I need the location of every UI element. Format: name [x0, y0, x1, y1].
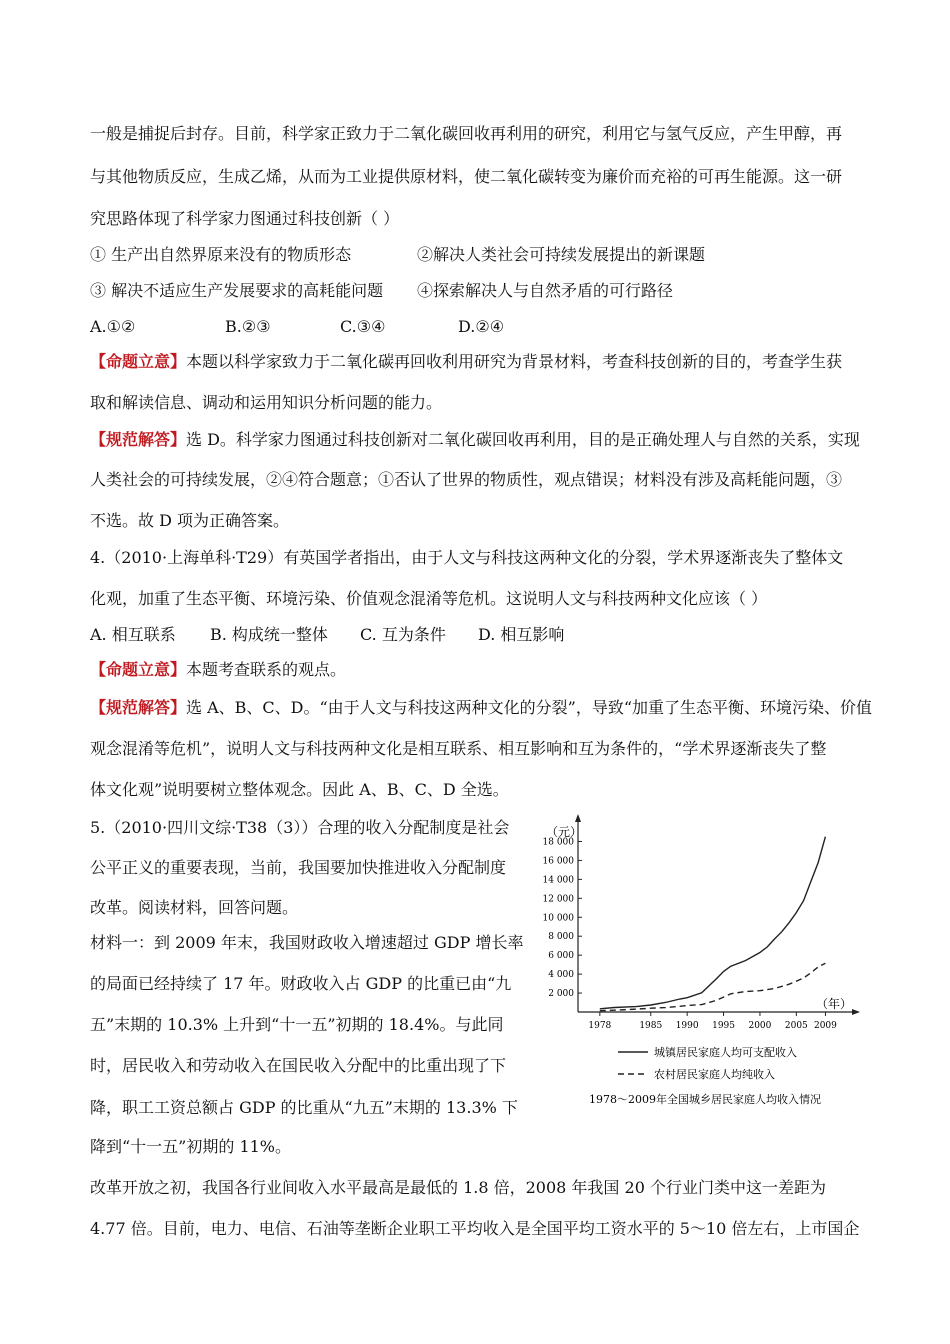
q3-choice-d: D.②④: [458, 317, 505, 336]
q3-stem-line-3: 究思路体现了科学家力图通过科技创新（ ）: [90, 209, 400, 228]
q5-para2-line-1: 改革开放之初，我国各行业间收入水平最高是最低的 1.8 倍，2008 年我国 20 个行业门类中这一差距为: [90, 1178, 826, 1197]
intent-tag: 【命题立意】: [90, 660, 187, 679]
q4-answer-line-3: 体文化观”说明要树立整体观念。因此 A、B、C、D 全选。: [90, 780, 509, 799]
q3-choice-a: A.①②: [90, 317, 136, 336]
y-axis-arrow: [575, 814, 581, 822]
x-tick-label: 1995: [712, 1021, 736, 1031]
intent-text: 本题以科学家致力于二氧化碳再回收利用研究为背景材料，考查科技创新的目的，考查学生获: [186, 352, 843, 371]
x-tick-label: 1978: [588, 1021, 612, 1031]
q4-choice-a: A. 相互联系: [90, 625, 176, 644]
rural-income-line: [600, 963, 826, 1011]
intent-tag: 【命题立意】: [90, 352, 187, 371]
q5-material-line-6: 降到“十一五”初期的 11%。: [90, 1137, 292, 1156]
q5-material-line-5: 降，职工工资总额占 GDP 的比重从“九五”末期的 13.3% 下: [90, 1098, 518, 1117]
x-tick-label: 1990: [675, 1021, 699, 1031]
answer-text: 选 A、B、C、D。“由于人文与科技这两种文化的分裂”，导致“加重了生态平衡、环境污染、价值: [186, 698, 873, 717]
x-axis-arrow: [852, 1009, 860, 1015]
chart-caption: 1978～2009年全国城乡居民家庭人均收入情况: [589, 1093, 821, 1106]
y-tick-label: 18 000: [542, 837, 574, 848]
q3-option-4: ④探索解决人与自然矛盾的可行路径: [417, 281, 674, 300]
y-tick-label: 10 000: [542, 913, 574, 924]
income-line-chart: [540, 812, 870, 1112]
q5-para2-line-2: 4.77 倍。目前，电力、电信、石油等垄断企业职工平均收入是全国平均工资水平的 5～10 倍左右，上市国企: [90, 1219, 860, 1238]
q3-choice-c: C.③④: [340, 317, 386, 336]
legend-label: 农村居民家庭人均纯收入: [654, 1068, 775, 1081]
y-tick-label: 2 000: [548, 989, 574, 1000]
y-tick-label: 4 000: [548, 970, 574, 981]
y-axis-label: （元）: [546, 825, 583, 839]
q3-stem-line-2: 与其他物质反应，生成乙烯，从而为工业提供原材料，使二氧化碳转变为廉价而充裕的可再生能源。这一研: [90, 167, 843, 186]
q3-option-3: ③ 解决不适应生产发展要求的高耗能问题: [90, 281, 384, 300]
intent-text: 本题考查联系的观点。: [186, 660, 347, 679]
x-tick-label: 2000: [748, 1021, 772, 1031]
q3-stem-line-1: 一般是捕捉后封存。目前，科学家正致力于二氧化碳回收再利用的研究，利用它与氢气反应，产生甲醇，再: [90, 124, 843, 143]
x-axis-label: （年）: [816, 997, 853, 1011]
q3-choice-b: B.②③: [225, 317, 271, 336]
y-tick-label: 16 000: [542, 856, 574, 867]
q5-stem-line-1: 5.（2010·四川文综·T38（3））合理的收入分配制度是社会: [90, 818, 510, 837]
q4-choice-d: D. 相互影响: [478, 625, 565, 644]
q3-option-2: ②解决人类社会可持续发展提出的新课题: [417, 245, 706, 264]
x-tick-label: 2009: [813, 1021, 837, 1031]
q3-answer-line-3: 不选。故 D 项为正确答案。: [90, 511, 290, 530]
q4-stem-line-1: 4.（2010·上海单科·T29）有英国学者指出，由于人文与科技这两种文化的分裂，学术界逐渐丧失了整体文: [90, 548, 844, 567]
q3-option-1: ① 生产出自然界原来没有的物质形态: [90, 245, 352, 264]
answer-tag: 【规范解答】: [90, 430, 187, 449]
x-tick-label: 1985: [639, 1021, 663, 1031]
q5-stem-line-3: 改革。阅读材料，回答问题。: [90, 898, 299, 917]
legend-label: 城镇居民家庭人均可支配收入: [654, 1046, 797, 1059]
q3-answer-line-2: 人类社会的可持续发展，②④符合题意；①否认了世界的物质性，观点错误；材料没有涉及高耗能问题，③: [90, 470, 843, 489]
q4-answer-line-1: [90, 698, 872, 718]
q3-intent-line-2: 取和解读信息、调动和运用知识分析问题的能力。: [90, 393, 443, 412]
q3-intent-line-1: [90, 352, 842, 372]
q5-material-line-4: 时，居民收入和劳动收入在国民收入分配中的比重出现了下: [90, 1056, 507, 1075]
q3-answer-line-1: [90, 430, 860, 450]
q5-material-line-1: 材料一：到 2009 年末，我国财政收入增速超过 GDP 增长率: [90, 933, 524, 952]
q4-intent-line: [90, 660, 346, 680]
x-tick-label: 2005: [784, 1021, 808, 1031]
q4-choice-b: B. 构成统一整体: [210, 625, 328, 644]
q5-stem-line-2: 公平正义的重要表现，当前，我国要加快推进收入分配制度: [90, 858, 507, 877]
q4-choice-c: C. 互为条件: [360, 625, 446, 644]
y-tick-label: 12 000: [542, 894, 574, 905]
q4-stem-line-2: 化观，加重了生态平衡、环境污染、价值观念混淆等危机。这说明人文与科技两种文化应该（ ）: [90, 589, 768, 608]
y-tick-label: 8 000: [548, 932, 574, 943]
answer-tag: 【规范解答】: [90, 698, 187, 717]
q4-answer-line-2: 观念混淆等危机”，说明人文与科技两种文化是相互联系、相互影响和互为条件的，“学术界逐渐丧失了整: [90, 739, 827, 758]
y-tick-label: 6 000: [548, 951, 574, 962]
y-tick-label: 14 000: [542, 875, 574, 886]
q5-material-line-3: 五”末期的 10.3% 上升到“十一五”初期的 18.4%。与此同: [90, 1015, 504, 1034]
answer-text: 选 D。科学家力图通过科技创新对二氧化碳回收再利用，目的是正确处理人与自然的关系，实现: [186, 430, 860, 449]
q5-material-line-2: 的局面已经持续了 17 年。财政收入占 GDP 的比重已由“九: [90, 974, 512, 993]
